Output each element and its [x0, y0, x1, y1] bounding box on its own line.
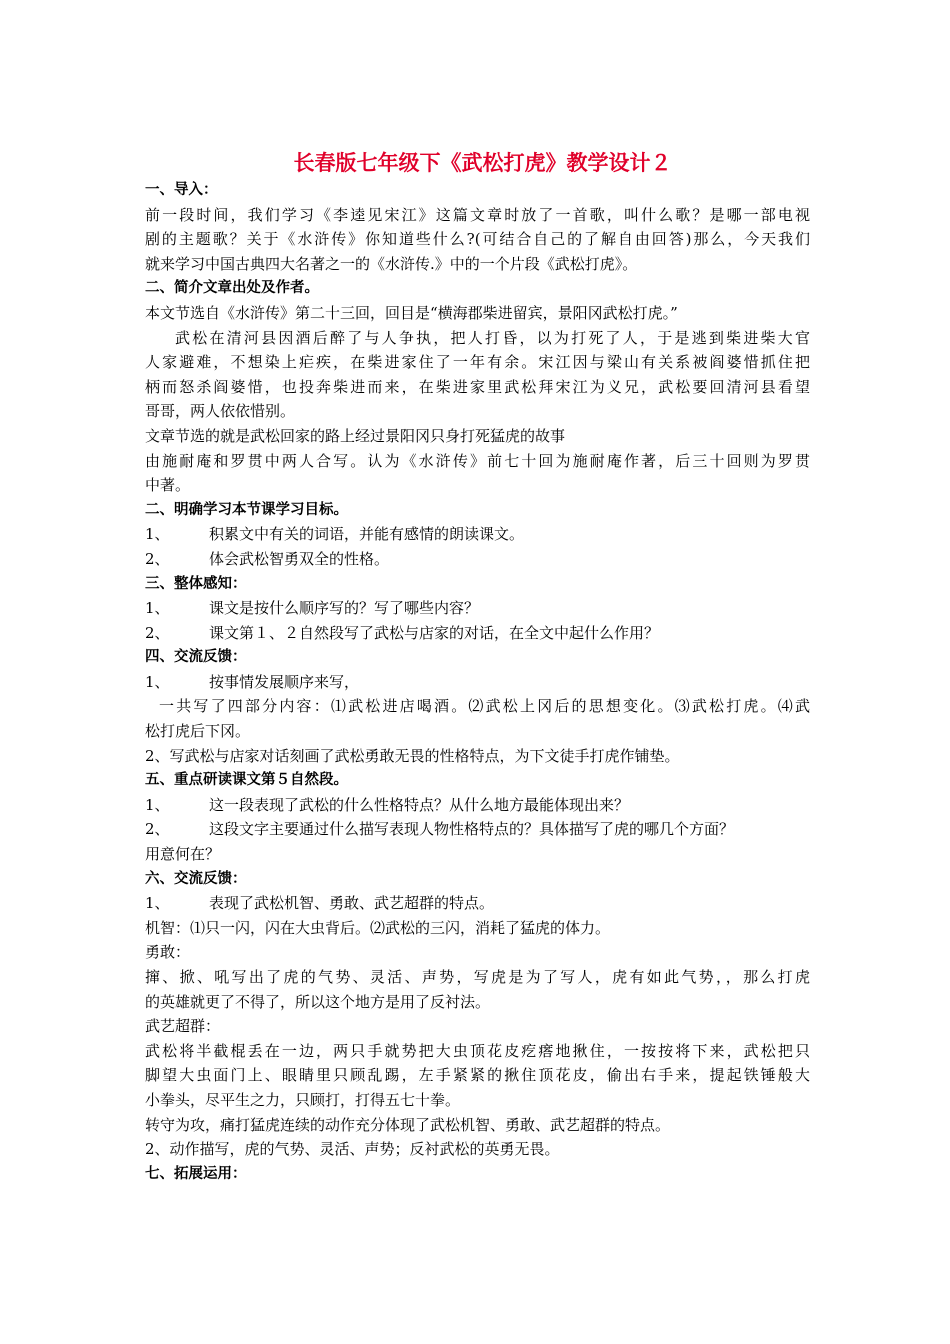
item-number: 1、 [145, 672, 170, 691]
numbered-item [145, 793, 810, 818]
section-heading: 六、交流反馈： [145, 870, 247, 887]
item-text: 积累文中有关的词语，并能有感情的朗读课文。 [209, 525, 525, 544]
paragraph-line: 武艺超群： [145, 1017, 221, 1036]
item-number: 1、 [145, 599, 170, 618]
paragraph-line: 转守为攻，痛打猛虎连续的动作充分体现了武松机智、勇敢、武艺超群的特点。 [145, 1115, 671, 1134]
section-heading: 七、拓展运用： [145, 1165, 247, 1182]
paragraph-line: 用意何在？ [145, 845, 221, 864]
paragraph-line: 小拳头，尽平生之力，只顾打，打得五七十拳。 [145, 1090, 461, 1109]
numbered-item [145, 596, 810, 621]
paragraph-line: 人家避难，不想染上疟疾，在柴进家住了一年有余。宋江因与梁山有关系被阎婆惜抓住把 [145, 353, 810, 372]
numbered-item [145, 891, 810, 916]
item-number: 2、 [145, 623, 170, 642]
item-text: 体会武松智勇双全的性格。 [209, 549, 390, 568]
document-page [145, 148, 810, 1186]
paragraph-line: 2、写武松与店家对话刻画了武松勇敢无畏的性格特点，为下文徒手打虎作铺垫。 [145, 746, 680, 765]
item-number: 1、 [145, 525, 170, 544]
paragraph-line: 中著。 [145, 476, 191, 495]
item-text: 按事情发展顺序来写， [209, 672, 360, 691]
item-text: 课文是按什么顺序写的？写了哪些内容？ [209, 599, 480, 618]
section-heading: 二、明确学习本节课学习目标。 [145, 501, 348, 518]
paragraph-line: 柄而怒杀阎婆惜，也投奔柴进而来，在柴进家里武松拜宋江为义兄，武松要回清河县看望 [145, 377, 810, 396]
section-heading: 二、简介文章出处及作者。 [145, 280, 319, 297]
paragraph-line: 本文节选自《水浒传》第二十三回，回目是“横海郡柴进留宾，景阳冈武松打虎。” [145, 303, 678, 322]
item-text: 这一段表现了武松的什么性格特点？从什么地方最能体现出来？ [209, 795, 630, 814]
paragraph-line: 武松在清河县因酒后醉了与人争执，把人打昏，以为打死了人，于是逃到柴进柴大官 [175, 328, 810, 347]
item-number: 1、 [145, 894, 170, 913]
section-heading: 四、交流反馈： [145, 649, 247, 666]
paragraph-line: 武松将半截棍丢在一边，两只手就势把大虫顶花皮疙瘩地揪住，一按按将下来，武松把只 [145, 1041, 810, 1060]
paragraph-line: 就来学习中国古典四大名著之一的《水浒传.》中的一个片段《武松打虎》。 [145, 254, 638, 273]
item-number: 2、 [145, 549, 170, 568]
item-number: 1、 [145, 795, 170, 814]
paragraph-line: 松打虎后下冈。 [145, 722, 251, 741]
paragraph-line: 由施耐庵和罗贯中两人合写。认为《水浒传》前七十回为施耐庵作著，后三十回则为罗贯 [145, 451, 810, 470]
numbered-item [145, 670, 810, 695]
paragraph-line: 文章节选的就是武松回家的路上经过景阳冈只身打死猛虎的故事 [145, 426, 566, 445]
document-body [145, 178, 810, 1186]
paragraph-line: 剧的主题歌？关于《水浒传》你知道些什么?(可结合自己的了解自由回答)那么，今天我们 [145, 230, 810, 249]
paragraph-line: 一共写了四部分内容：⑴武松进店喝酒。⑵武松上冈后的思想变化。⑶武松打虎。⑷武 [159, 697, 810, 716]
item-text: 这段文字主要通过什么描写表现人物性格特点的？具体描写了虎的哪几个方面？ [209, 820, 735, 839]
item-text: 课文第１、２自然段写了武松与店家的对话，在全文中起什么作用？ [209, 623, 660, 642]
section-heading: 五、重点研读课文第５自然段。 [145, 772, 348, 789]
paragraph-line: 机智：⑴只一闪，闪在大虫背后。⑵武松的三闪，消耗了猛虎的体力。 [145, 918, 611, 937]
section-heading: 一、导入： [145, 182, 218, 198]
paragraph-line: 脚望大虫面门上、眼睛里只顾乱踢，左手紧紧的揪住顶花皮，偷出右手来，提起铁锤般大 [145, 1066, 810, 1085]
document-title: 长春版七年级下《武松打虎》教学设计２ [293, 151, 672, 175]
paragraph-line: 哥哥，两人依依惜别。 [145, 402, 296, 421]
numbered-item [145, 621, 810, 646]
paragraph-line: 的英雄就更了不得了，所以这个地方是用了反衬法。 [145, 992, 491, 1011]
numbered-item [145, 547, 810, 572]
item-number: 2、 [145, 820, 170, 839]
paragraph-line: 勇敢： [145, 943, 191, 962]
numbered-item [145, 522, 810, 547]
paragraph-line: 2、动作描写，虎的气势、灵活、声势；反衬武松的英勇无畏。 [145, 1140, 560, 1159]
numbered-item [145, 817, 810, 842]
paragraph-line: 撺、掀、吼写出了虎的气势、灵活、声势，写虎是为了写人，虎有如此气势，，那么打虎 [145, 968, 810, 986]
item-text: 表现了武松机智、勇敢、武艺超群的特点。 [209, 894, 495, 913]
paragraph-line: 前一段时间，我们学习《李逵见宋江》这篇文章时放了一首歌，叫什么歌？是哪一部电视 [145, 205, 810, 224]
section-heading: 三、整体感知： [145, 575, 247, 592]
